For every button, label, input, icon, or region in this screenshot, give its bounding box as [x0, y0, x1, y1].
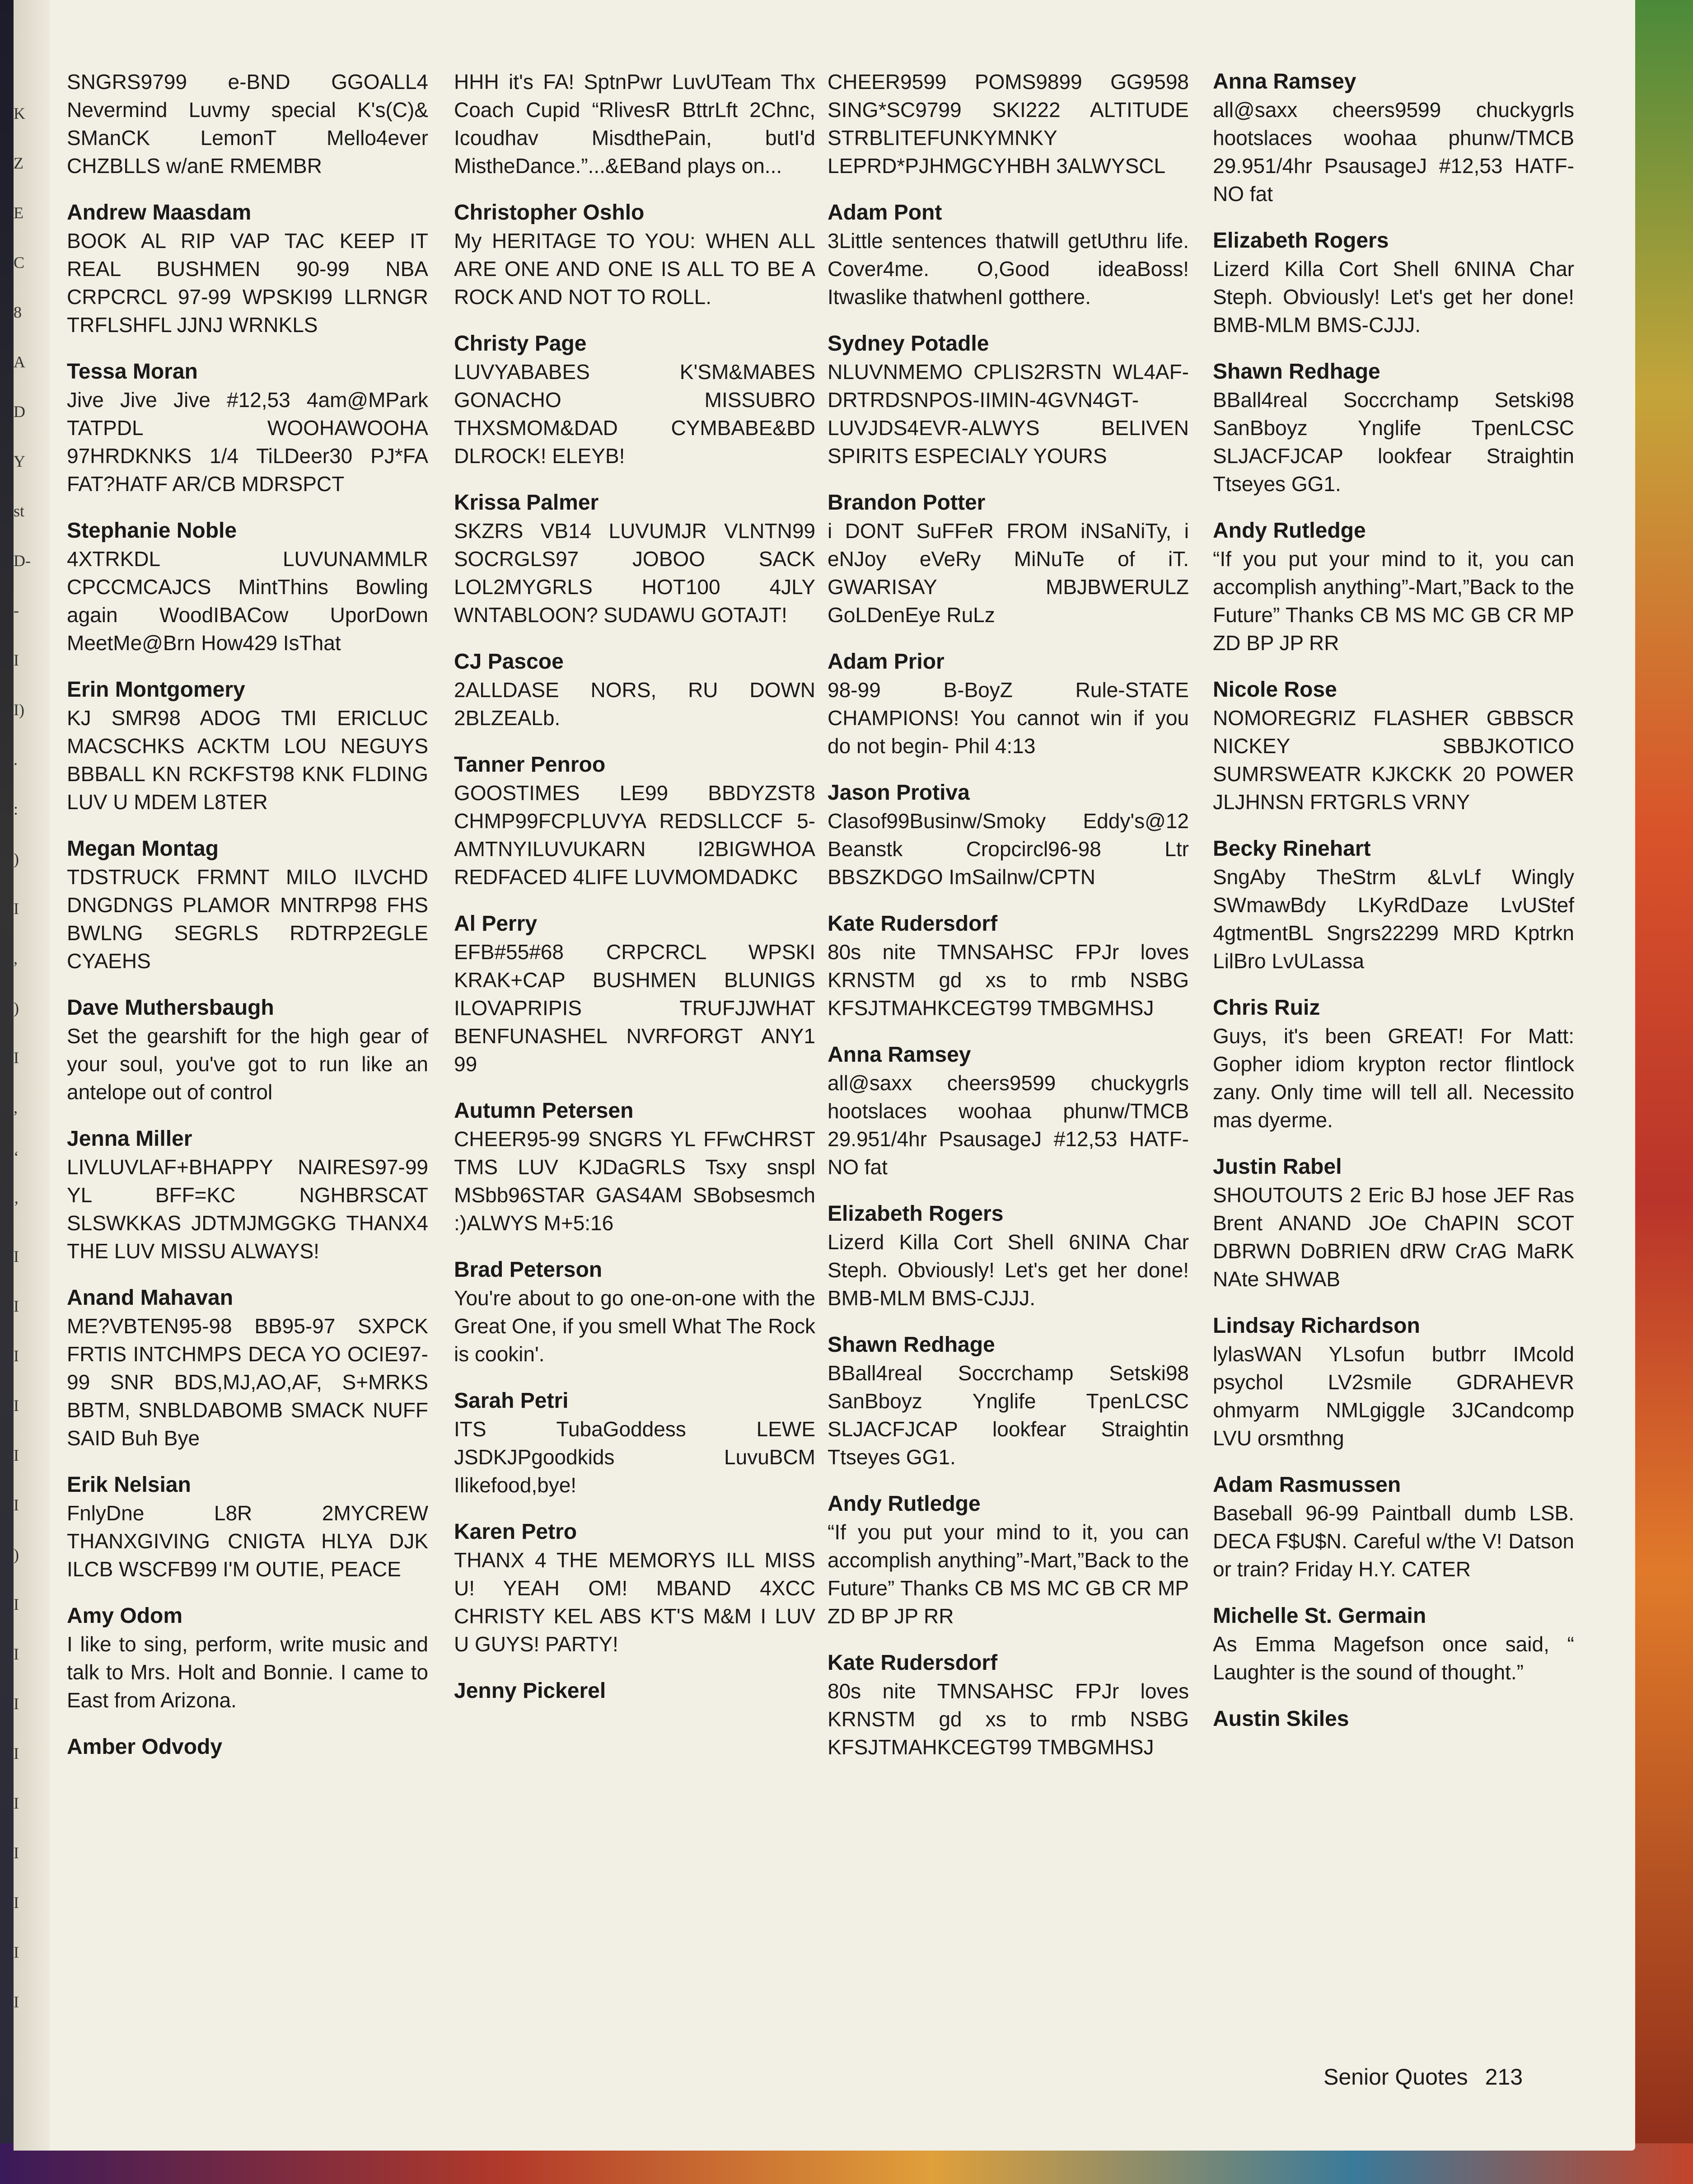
senior-name: Chris Ruiz [1213, 996, 1320, 1020]
senior-name: Andy Rutledge [1213, 519, 1366, 543]
senior-entry [1213, 1705, 1574, 1733]
senior-name: Sarah Petri [454, 1389, 569, 1413]
bleed-glyph: , [14, 1098, 18, 1116]
senior-name: Stephanie Noble [67, 519, 237, 543]
senior-name: Elizabeth Rogers [1213, 229, 1389, 253]
senior-name: Jenna Miller [67, 1127, 192, 1151]
senior-name: Brandon Potter [828, 491, 986, 515]
bleed-glyph: I [14, 900, 19, 918]
senior-quote: LIVLUVLAF+BHAPPY NAIRES97-99 YL BFF=KC NGHBRSCAT SLSWKKAS JDTMJMGGKG THANX4 THE LUV MISSU ALWAYS! [67, 1155, 428, 1263]
senior-name: Adam Pont [828, 201, 942, 225]
senior-quote: SngAby TheStrm &LvLf Wingly SWmawBdy LKyRdDaze LvUStef 4gtmentBL Sngrs22299 MRD Kptrkn LilBro LvULassa [1213, 865, 1574, 973]
senior-quote: Baseball 96-99 Paintball dumb LSB. DECA F$U$N. Careful w/the V! Datson or train? Friday H.Y. CATER [1213, 1501, 1574, 1581]
senior-entry [67, 517, 428, 657]
senior-entry [1213, 68, 1574, 208]
bleed-glyph: I [14, 651, 19, 669]
senior-name: Megan Montag [67, 837, 219, 861]
senior-entry [1213, 1602, 1574, 1686]
senior-entry [828, 1649, 1189, 1761]
senior-name: Tessa Moran [67, 360, 198, 384]
senior-entry [454, 199, 815, 311]
senior-quote: 80s nite TMNSAHSC FPJr loves KRNSTM gd xs to rmb NSBG KFSJTMAHKCEGT99 TMBGMHSJ [828, 940, 1189, 1020]
senior-quote: Jive Jive Jive #12,53 4am@MPark TATPDL WOOHAWOOHA 97HRDKNKS 1/4 TiLDeer30 PJ*FA FAT?HATF AR/CB MDRSPCT [67, 388, 428, 496]
senior-entry [828, 779, 1189, 891]
senior-name: Andrew Maasdam [67, 201, 252, 225]
senior-name: Tanner Penroo [454, 753, 606, 777]
senior-quote: My HERITAGE TO YOU: WHEN ALL ARE ONE AND ONE IS ALL TO BE A ROCK AND NOT TO ROLL. [454, 229, 815, 309]
senior-name: Amber Odvody [67, 1735, 223, 1759]
senior-name: Erik Nelsian [67, 1473, 191, 1497]
senior-entry [67, 1284, 428, 1452]
bleed-glyph: C [14, 253, 25, 272]
senior-quote: CHEER95-99 SNGRS YL FFwCHRST TMS LUV KJDaGRLS Tsxy snspl MSbb96STAR GAS4AM SBobsesmch :)ALWYS M+5:16 [454, 1127, 815, 1235]
senior-entry [1213, 676, 1574, 816]
senior-quote: Lizerd Killa Cort Shell 6NINA Char Steph. Obviously! Let's get her done! BMB-MLM BMS-CJJJ. [1213, 257, 1574, 337]
senior-name: Christopher Oshlo [454, 201, 645, 225]
senior-entry [67, 676, 428, 816]
senior-name: Shawn Redhage [1213, 360, 1380, 384]
senior-quote: all@saxx cheers9599 chuckygrls hootslaces woohaa phunw/TMCB 29.951/4hr PsausageJ #12,53 HATF-NO fat [828, 1071, 1189, 1179]
senior-name: Anna Ramsey [1213, 70, 1356, 94]
senior-entry [454, 751, 815, 891]
senior-entry [454, 489, 815, 629]
bleed-glyph: I [14, 1446, 19, 1464]
column-3 [828, 68, 1189, 1780]
page-gutter [14, 0, 50, 2151]
senior-entry [454, 68, 815, 180]
bleed-glyph: ) [14, 850, 19, 868]
senior-quote: LUVYABABES K'SM&MABES GONACHO MISSUBRO THXSMOM&DAD CYMBABE&BD DLROCK! ELEYB! [454, 360, 815, 468]
senior-entry [454, 1097, 815, 1237]
senior-entry [828, 330, 1189, 470]
senior-quote: I like to sing, perform, write music and talk to Mrs. Holt and Bonnie. I came to East from Arizona. [67, 1632, 428, 1712]
bleed-glyph: I [14, 1943, 19, 1961]
senior-name: Justin Rabel [1213, 1155, 1342, 1179]
senior-quote: NOMOREGRIZ FLASHER GBBSCR NICKEY SBBJKOTICO SUMRSWEATR KJKCKK 20 POWER JLJHNSN FRTGRLS VRNY [1213, 706, 1574, 814]
senior-entry [454, 330, 815, 470]
senior-quote: BBall4real Soccrchamp Setski98 SanBboyz Ynglife TpenLCSC SLJACFJCAP lookfear Straightin Ttseyes GG1. [1213, 388, 1574, 496]
senior-entry [1213, 227, 1574, 339]
bleed-glyph: I [14, 1844, 19, 1862]
senior-quote: THANX 4 THE MEMORYS ILL MISS U! YEAH OM! MBAND 4XCC CHRISTY KEL ABS KT'S M&M I LUV U GUYS! PARTY! [454, 1548, 815, 1656]
senior-name: Amy Odom [67, 1604, 183, 1628]
senior-name: Anna Ramsey [828, 1043, 971, 1067]
senior-quote: SHOUTOUTS 2 Eric BJ hose JEF Ras Brent ANAND JOe ChAPIN SCOT DBRWN DoBRIEN dRW CrAG MaRK NAte SHWAB [1213, 1183, 1574, 1291]
senior-name: CJ Pascoe [454, 650, 564, 674]
bleed-glyph: ) [14, 999, 19, 1017]
page-number: 213 [1485, 2064, 1523, 2090]
column-1 [67, 68, 428, 1780]
bleed-glyph: . [14, 750, 18, 769]
bleed-glyph: I [14, 1893, 19, 1912]
senior-quote: Guys, it's been GREAT! For Matt: Gopher idiom krypton rector flintlock zany. Only time will tell all. Necessito mas dyerme. [1213, 1024, 1574, 1132]
senior-quote: HHH it's FA! SptnPwr LuvUTeam Thx Coach Cupid “RlivesR BttrLft 2Chnc, Icoudhav MisdthePain, butI'd MistheDance.”...&EBand plays on... [454, 70, 815, 178]
senior-name: Christy Page [454, 332, 587, 356]
bleed-glyph: I [14, 1595, 19, 1613]
senior-name: Dave Muthersbaugh [67, 996, 274, 1020]
senior-entry [1213, 994, 1574, 1134]
senior-name: Shawn Redhage [828, 1333, 995, 1357]
senior-name: Jason Protiva [828, 781, 970, 805]
bleed-glyph: I) [14, 701, 24, 719]
senior-entry [454, 648, 815, 732]
senior-quote: BOOK AL RIP VAP TAC KEEP IT REAL BUSHMEN 90-99 NBA CRPCRCL 97-99 WPSKI99 LLRNGR TRFLSHFL JJNJ WRNKLS [67, 229, 428, 337]
senior-entry [828, 199, 1189, 311]
senior-name: Nicole Rose [1213, 678, 1337, 702]
senior-quote: 80s nite TMNSAHSC FPJr loves KRNSTM gd xs to rmb NSBG KFSJTMAHKCEGT99 TMBGMHSJ [828, 1679, 1189, 1759]
senior-entry [828, 648, 1189, 760]
senior-entry [67, 1602, 428, 1714]
senior-quote: 98-99 B-BoyZ Rule-STATE CHAMPIONS! You cannot win if you do not begin- Phil 4:13 [828, 678, 1189, 758]
senior-name: Kate Rudersdorf [828, 1651, 998, 1675]
senior-entry [828, 1490, 1189, 1630]
bleed-glyph: I [14, 1297, 19, 1315]
senior-entry [454, 910, 815, 1078]
senior-entry [67, 1733, 428, 1761]
senior-quote: SNGRS9799 e-BND GGOALL4 Nevermind Luvmy special K's(C)& SManCK LemonT Mello4ever CHZBLLS w/anE RMEMBR [67, 70, 428, 178]
senior-name: Karen Petro [454, 1520, 577, 1544]
senior-quote: SKZRS VB14 LUVUMJR VLNTN99 SOCRGLS97 JOBOO SACK LOL2MYGRLS HOT100 4JLY WNTABLOON? SUDAWU GOTAJT! [454, 519, 815, 627]
senior-entry [1213, 1471, 1574, 1583]
senior-name: Kate Rudersdorf [828, 912, 998, 936]
senior-quote: Set the gearshift for the high gear of your soul, you've got to run like an antelope out of control [67, 1024, 428, 1104]
senior-quote: BBall4real Soccrchamp Setski98 SanBboyz Ynglife TpenLCSC SLJACFJCAP lookfear Straightin Ttseyes GG1. [828, 1361, 1189, 1469]
senior-entry [454, 1518, 815, 1658]
senior-quote: 4XTRKDL LUVUNAMMLR CPCCMCAJCS MintThins Bowling again WoodIBACow UporDown MeetMe@Brn How429 IsThat [67, 547, 428, 655]
senior-entry [67, 994, 428, 1106]
senior-name: Becky Rinehart [1213, 837, 1371, 861]
senior-entry [67, 68, 428, 180]
bleed-glyph: : [14, 800, 19, 818]
book-cover-edge-right [1634, 0, 1693, 2184]
bleed-glyph: K [14, 104, 25, 122]
bleed-glyph: I [14, 1049, 19, 1067]
senior-quote: 2ALLDASE NORS, RU DOWN 2BLZEALb. [454, 678, 815, 730]
senior-entry [1213, 835, 1574, 975]
senior-quote: NLUVNMEMO CPLIS2RSTN WL4AF-DRTRDSNPOS-IIMIN-4GVN4GT-LUVJDS4EVR-ALWYS BELIVEN SPIRITS ESPECIALY YOURS [828, 360, 1189, 468]
column-2 [454, 68, 815, 1724]
senior-quote: FnlyDne L8R 2MYCREW THANXGIVING CNIGTA HLYA DJK ILCB WSCFB99 I'M OUTIE, PEACE [67, 1501, 428, 1581]
senior-quote: CHEER9599 POMS9899 GG9598 SING*SC9799 SKI222 ALTITUDE STRBLITEFUNKYMNKY LEPRD*PJHMGCYHBH 3ALWYSCL [828, 70, 1189, 178]
bleed-glyph: , [14, 949, 18, 967]
senior-name: Elizabeth Rogers [828, 1202, 1004, 1226]
bleed-glyph: Z [14, 154, 23, 172]
senior-entry [67, 358, 428, 498]
senior-name: Adam Prior [828, 650, 945, 674]
senior-name: Erin Montgomery [67, 678, 245, 702]
senior-entry [1213, 517, 1574, 657]
senior-entry [454, 1387, 815, 1499]
bleed-glyph: I [14, 1347, 19, 1365]
senior-quote: You're about to go one-on-one with the Great One, if you smell What The Rock is cookin'. [454, 1286, 815, 1366]
senior-quote: TDSTRUCK FRMNT MILO ILVCHD DNGDNGS PLAMOR MNTRP98 FHS BWLNG SEGRLS RDTRP2EGLE CYAEHS [67, 865, 428, 973]
bleed-glyph: st [14, 502, 25, 520]
bleed-glyph: D [14, 403, 25, 421]
bleed-glyph: I [14, 1744, 19, 1762]
senior-quote: Lizerd Killa Cort Shell 6NINA Char Steph. Obviously! Let's get her done! BMB-MLM BMS-CJJJ. [828, 1230, 1189, 1310]
bleed-glyph: I [14, 1695, 19, 1713]
bleed-glyph: ’ [14, 1198, 19, 1216]
senior-entry [454, 1256, 815, 1368]
senior-name: Andy Rutledge [828, 1492, 981, 1516]
senior-name: Al Perry [454, 912, 538, 936]
bleed-glyph: I [14, 1645, 19, 1663]
senior-name: Sydney Potadle [828, 332, 989, 356]
bleed-glyph: I [14, 1993, 19, 2011]
senior-quote: KJ SMR98 ADOG TMI ERICLUC MACSCHKS ACKTM LOU NEGUYS BBBALL KN RCKFST98 KNK FLDING LUV U MDEM L8TER [67, 706, 428, 814]
senior-name: Anand Mahavan [67, 1286, 234, 1310]
senior-quote: ME?VBTEN95-98 BB95-97 SXPCK FRTIS INTCHMPS DECA YO OCIE97-99 SNR BDS,MJ,AO,AF, S+MRKS BBTM, SNBLDABOMB SMACK NUFF SAID Buh Bye [67, 1314, 428, 1450]
senior-name: Jenny Pickerel [454, 1679, 606, 1703]
senior-quote: Clasof99Businw/Smoky Eddy's@12 Beanstk Cropcircl96-98 Ltr BBSZKDGO ImSailnw/CPTN [828, 809, 1189, 889]
senior-name: Adam Rasmussen [1213, 1473, 1401, 1497]
bleed-glyph: E [14, 204, 23, 222]
bleed-glyph: I [14, 1397, 19, 1415]
bleed-glyph: ) [14, 1546, 19, 1564]
senior-name: Michelle St. Germain [1213, 1604, 1426, 1628]
senior-quote: GOOSTIMES LE99 BBDYZST8 CHMP99FCPLUVYA REDSLLCCF 5-AMTNYILUVUKARN I2BIGWHOA REDFACED 4LIFE LUVMOMDADKC [454, 781, 815, 889]
senior-entry [67, 199, 428, 339]
senior-quote: “If you put your mind to it, you can accomplish anything”-Mart,”Back to the Future” Thanks CB MS MC GB CR MP ZD BP JP RR [1213, 547, 1574, 655]
senior-entry [1213, 1312, 1574, 1452]
senior-entry [828, 1041, 1189, 1181]
bleed-glyph: 8 [14, 303, 22, 321]
senior-quote: “If you put your mind to it, you can accomplish anything”-Mart,”Back to the Future” Thanks CB MS MC GB CR MP ZD BP JP RR [828, 1520, 1189, 1628]
senior-entry [67, 1125, 428, 1265]
senior-quote: ITS TubaGoddess LEWE JSDKJPgoodkids LuvuBCM Ilikefood,bye! [454, 1417, 815, 1497]
senior-entry [828, 1200, 1189, 1312]
senior-quote: 3Little sentences thatwill getUthru life. Cover4me. O,Good ideaBoss! Itwaslike thatwhenI gotthere. [828, 229, 1189, 309]
column-4 [1213, 68, 1574, 1752]
senior-entry [828, 1331, 1189, 1471]
senior-quote: As Emma Magefson once said, “ Laughter is the sound of thought.” [1213, 1632, 1574, 1684]
bleed-glyph: I [14, 1247, 19, 1265]
bleed-glyph: D- [14, 552, 31, 570]
senior-name: Lindsay Richardson [1213, 1314, 1420, 1338]
senior-entry [454, 1677, 815, 1705]
bleed-glyph: Y [14, 452, 25, 470]
bleed-glyph: I [14, 1496, 19, 1514]
bleed-glyph: A [14, 353, 25, 371]
bleed-glyph: ‘ [14, 1148, 19, 1166]
yearbook-page [14, 0, 1635, 2151]
senior-name: Austin Skiles [1213, 1707, 1349, 1731]
senior-name: Brad Peterson [454, 1258, 603, 1282]
senior-name: Autumn Petersen [454, 1099, 634, 1123]
senior-entry [828, 910, 1189, 1022]
senior-quote: all@saxx cheers9599 chuckygrls hootslaces woohaa phunw/TMCB 29.951/4hr PsausageJ #12,53 HATF-NO fat [1213, 98, 1574, 206]
footer-section-title: Senior Quotes [1324, 2064, 1468, 2090]
senior-entry [828, 68, 1189, 180]
bleed-glyph: I [14, 1794, 19, 1812]
bleed-glyph: - [14, 601, 19, 619]
page-footer [1324, 2064, 1523, 2090]
senior-entry [67, 835, 428, 975]
senior-entry [1213, 1153, 1574, 1293]
senior-entry [67, 1471, 428, 1583]
senior-quote: EFB#55#68 CRPCRCL WPSKI KRAK+CAP BUSHMEN BLUNIGS ILOVAPRIPIS TRUFJJWHAT BENFUNASHEL NVRFORGT ANY1 99 [454, 940, 815, 1076]
senior-quote: lylasWAN YLsofun butbrr IMcold psychol LV2smile GDRAHEVR ohmyarm NMLgiggle 3JCandcomp LVU orsmthng [1213, 1342, 1574, 1450]
senior-name: Krissa Palmer [454, 491, 599, 515]
senior-quote: i DONT SuFFeR FROM iNSaNiTy, i eNJoy eVeRy MiNuTe of iT. GWARISAY MBJBWERULZ GoLDenEye RuLz [828, 519, 1189, 627]
senior-entry [828, 489, 1189, 629]
senior-entry [1213, 358, 1574, 498]
